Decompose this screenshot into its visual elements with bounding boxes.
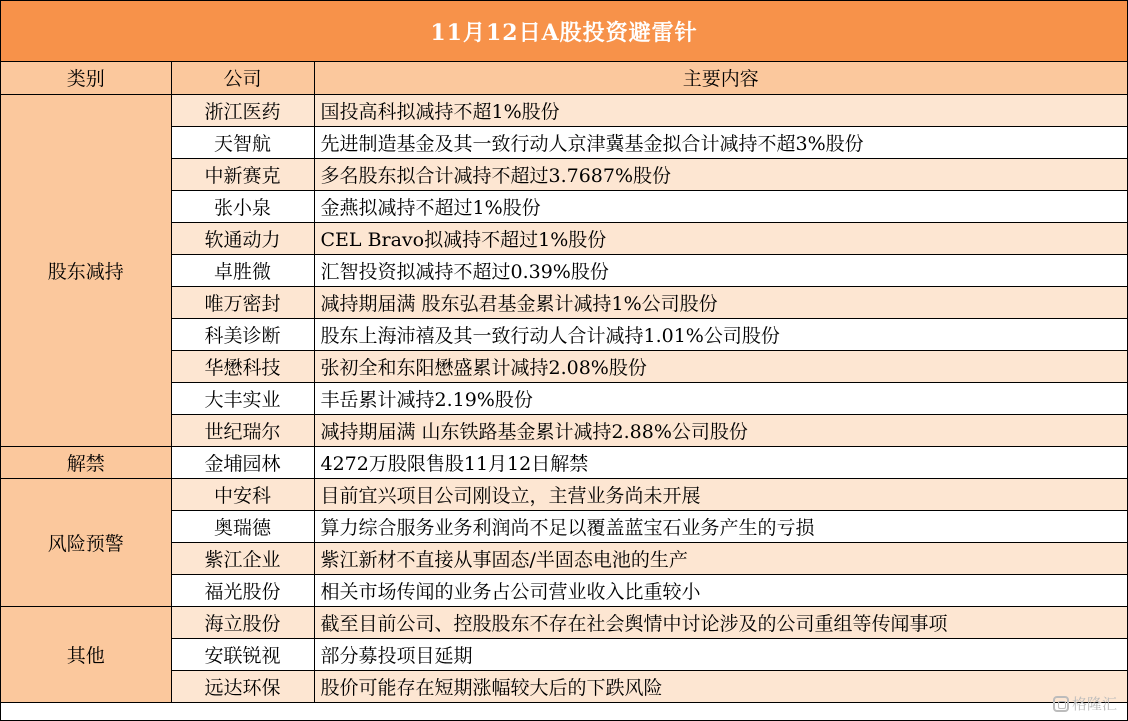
company-cell: 中新赛克 [171,158,314,190]
content-cell: 相关市场传闻的业务占公司营业收入比重较小 [314,574,1127,606]
category-cell: 解禁 [1,446,171,478]
table-body [1,94,1127,702]
company-cell: 卓胜微 [171,254,314,286]
company-cell: 华懋科技 [171,350,314,382]
company-cell: 福光股份 [171,574,314,606]
table-row [1,446,1127,478]
company-cell: 软通动力 [171,222,314,254]
table-row [1,478,1127,510]
content-cell: 国投高科拟减持不超1%股份 [314,94,1127,126]
content-cell: 目前宜兴项目公司刚设立，主营业务尚未开展 [314,478,1127,510]
content-cell: 张初全和东阳懋盛累计减持2.08%股份 [314,350,1127,382]
content-cell: 部分募投项目延期 [314,638,1127,670]
company-cell: 海立股份 [171,606,314,638]
company-cell: 唯万密封 [171,286,314,318]
content-cell: 减持期届满 山东铁路基金累计减持2.88%公司股份 [314,414,1127,446]
company-cell: 奥瑞德 [171,510,314,542]
content-cell: 先进制造基金及其一致行动人京津冀基金拟合计减持不超3%股份 [314,126,1127,158]
content-cell: 4272万股限售股11月12日解禁 [314,446,1127,478]
category-cell: 股东减持 [1,94,171,446]
watermark-text: 格隆汇 [1071,695,1117,713]
header-row [1,62,1127,94]
company-cell: 金埔园林 [171,446,314,478]
category-cell: 风险预警 [1,478,171,606]
header-company: 公司 [171,62,314,94]
company-cell: 天智航 [171,126,314,158]
company-cell: 远达环保 [171,670,314,702]
announcement-table [1,62,1127,703]
gelonghui-logo-icon [1053,696,1069,712]
company-cell: 大丰实业 [171,382,314,414]
content-cell: 多名股东拟合计减持不超过3.7687%股份 [314,158,1127,190]
company-cell: 中安科 [171,478,314,510]
content-cell: 汇智投资拟减持不超过0.39%股份 [314,254,1127,286]
content-cell: 金燕拟减持不超过1%股份 [314,190,1127,222]
content-cell: 截至目前公司、控股股东不存在社会舆情中讨论涉及的公司重组等传闻事项 [314,606,1127,638]
company-cell: 浙江医药 [171,94,314,126]
page-title: 11月12日A股投资避雷针 [1,1,1127,62]
content-cell: 股东上海沛禧及其一致行动人合计减持1.01%公司股份 [314,318,1127,350]
content-cell: CEL Bravo拟减持不超过1%股份 [314,222,1127,254]
content-cell: 减持期届满 股东弘君基金累计减持1%公司股份 [314,286,1127,318]
table-row [1,94,1127,126]
table-row [1,606,1127,638]
company-cell: 紫江企业 [171,542,314,574]
content-cell: 丰岳累计减持2.19%股份 [314,382,1127,414]
company-cell: 科美诊断 [171,318,314,350]
header-content: 主要内容 [314,62,1127,94]
company-cell: 世纪瑞尔 [171,414,314,446]
content-cell: 算力综合服务业务利润尚不足以覆盖蓝宝石业务产生的亏损 [314,510,1127,542]
company-cell: 张小泉 [171,190,314,222]
content-cell: 股价可能存在短期涨幅较大后的下跌风险 [314,670,1127,702]
content-cell: 紫江新材不直接从事固态/半固态电池的生产 [314,542,1127,574]
header-category: 类别 [1,62,171,94]
category-cell: 其他 [1,606,171,702]
watermark [1053,693,1117,714]
company-cell: 安联锐视 [171,638,314,670]
